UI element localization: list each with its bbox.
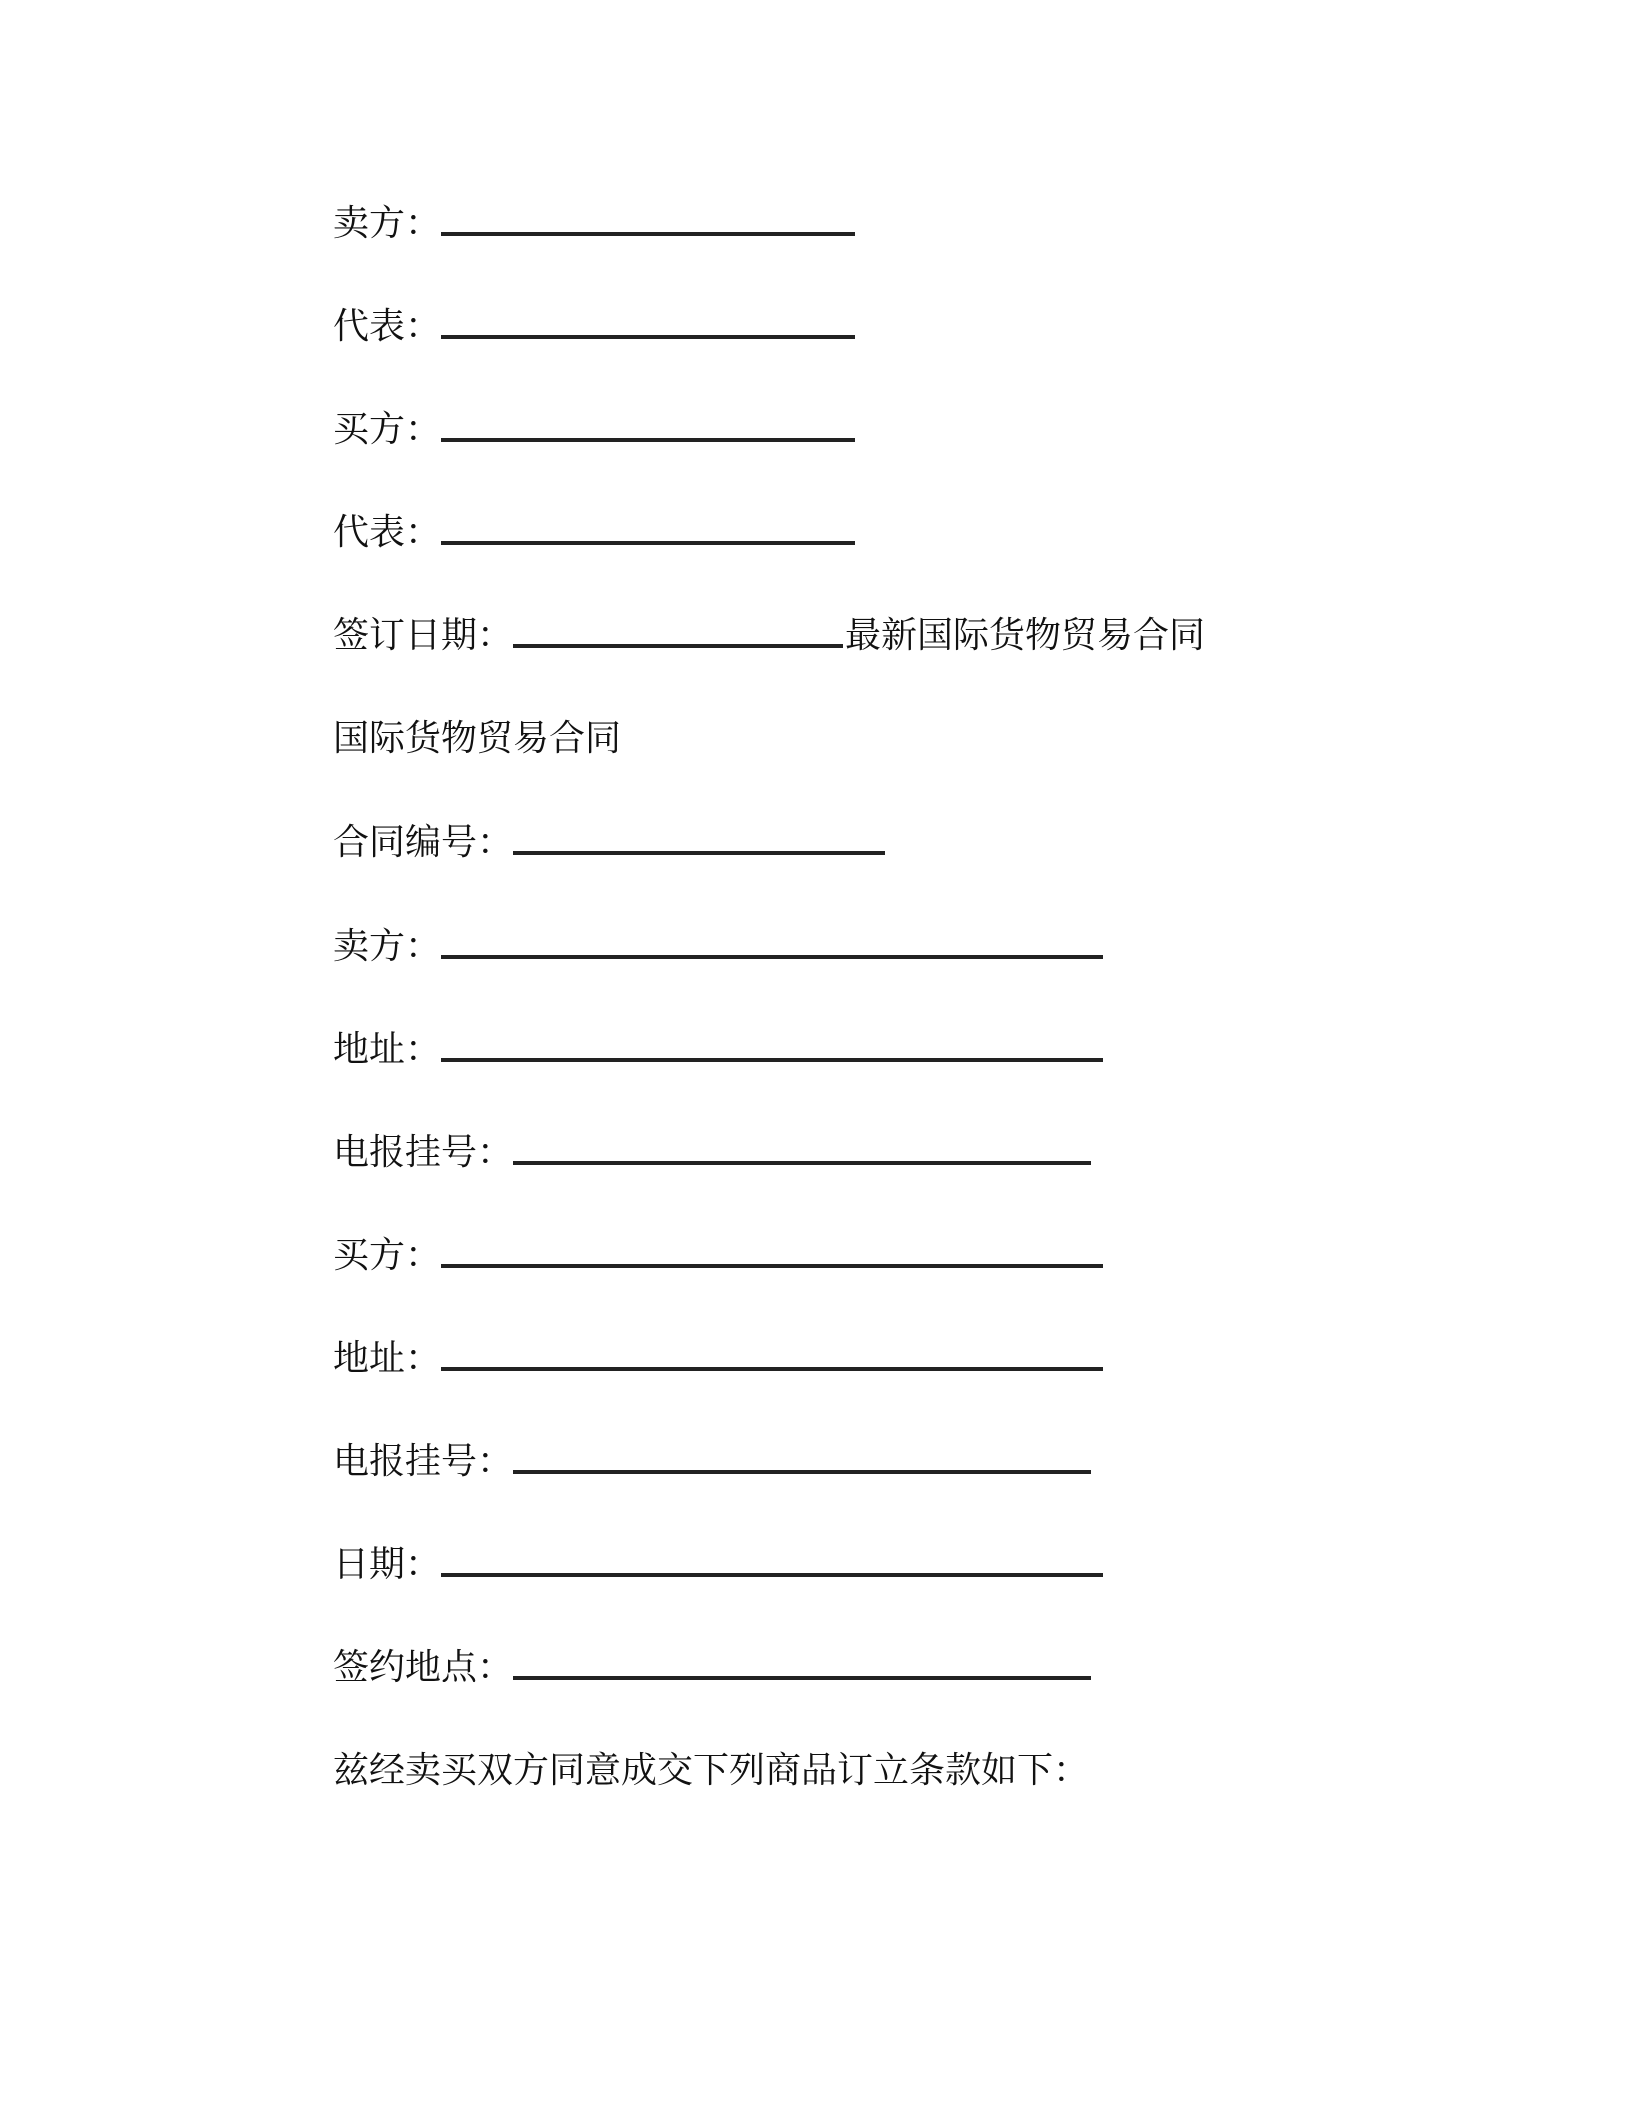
contract-buyer-line (333, 1222, 1103, 1278)
contract-no-blank[interactable] (513, 851, 885, 855)
buyer-cable-label: 电报挂号： (333, 1441, 514, 1482)
place-blank[interactable] (513, 1676, 1091, 1680)
seller-address-blank[interactable] (441, 1058, 1103, 1062)
buyer-rep-blank[interactable] (441, 541, 855, 545)
contract-no-label: 合同编号： (333, 822, 514, 863)
buyer-address-line (333, 1325, 1103, 1381)
contract-seller-label: 卖方： (333, 926, 442, 967)
signing-date-blank[interactable] (513, 644, 843, 648)
seller-line (333, 190, 855, 246)
contract-no-line (333, 809, 885, 865)
contract-title-line (333, 705, 621, 761)
seller-rep-line (333, 293, 855, 349)
buyer-label: 买方： (333, 409, 442, 450)
buyer-cable-line (333, 1428, 1091, 1484)
seller-cable-blank[interactable] (513, 1161, 1091, 1165)
seller-address-line (333, 1016, 1103, 1072)
buyer-address-blank[interactable] (441, 1367, 1103, 1371)
seller-cable-label: 电报挂号： (333, 1132, 514, 1173)
inline-heading: 最新国际货物贸易合同 (845, 615, 1206, 656)
signing-date-label: 签订日期： (333, 615, 514, 656)
contract-seller-blank[interactable] (441, 955, 1103, 959)
date-line (333, 1531, 1103, 1587)
buyer-line (333, 396, 855, 452)
buyer-blank[interactable] (441, 438, 855, 442)
place-line (333, 1634, 1091, 1690)
signing-date-line (333, 602, 1205, 658)
seller-blank[interactable] (441, 232, 855, 236)
place-label: 签约地点： (333, 1647, 514, 1688)
contract-buyer-blank[interactable] (441, 1264, 1103, 1268)
buyer-rep-line (333, 499, 855, 555)
seller-rep-label: 代表： (333, 306, 442, 347)
seller-label: 卖方： (333, 203, 442, 244)
date-blank[interactable] (441, 1573, 1103, 1577)
seller-address-label: 地址： (333, 1029, 442, 1070)
buyer-address-label: 地址： (333, 1338, 442, 1379)
seller-cable-line (333, 1119, 1091, 1175)
intro-line (333, 1737, 1089, 1793)
buyer-rep-label: 代表： (333, 512, 442, 553)
date-label: 日期： (333, 1544, 442, 1585)
seller-rep-blank[interactable] (441, 335, 855, 339)
intro-text: 兹经卖买双方同意成交下列商品订立条款如下： (333, 1750, 1090, 1791)
contract-buyer-label: 买方： (333, 1235, 442, 1276)
buyer-cable-blank[interactable] (513, 1470, 1091, 1474)
contract-title: 国际货物贸易合同 (333, 718, 622, 759)
contract-seller-line (333, 913, 1103, 969)
